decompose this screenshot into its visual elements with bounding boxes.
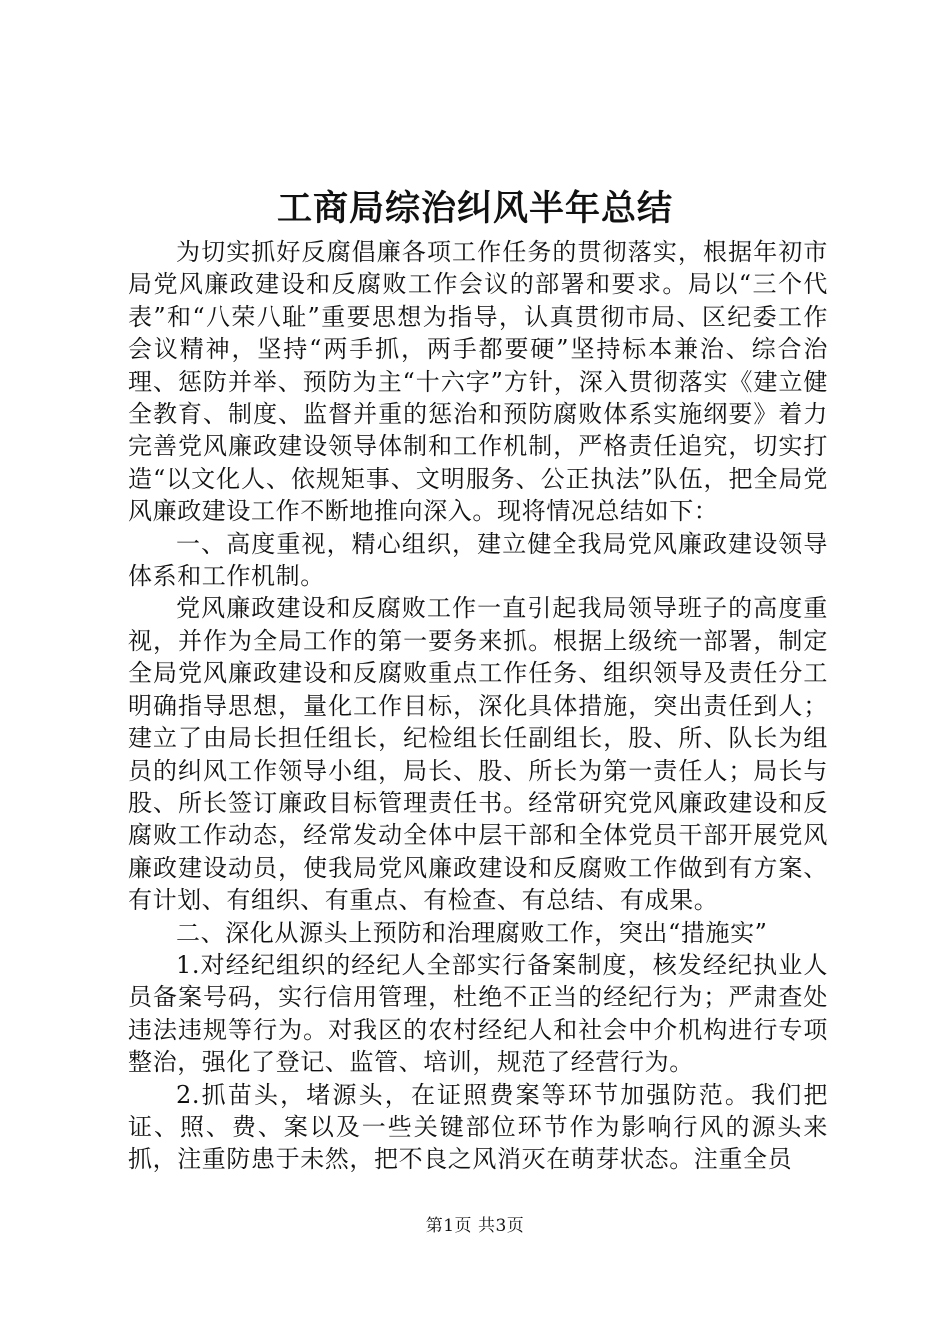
section-1-paragraph: 党风廉政建设和反腐败工作一直引起我局领导班子的高度重视，并作为全局工作的第一要务来抓。根据上级统一部署，制定全局党风廉政建设和反腐败重点工作任务、组织领导及责任分工明确指导思想，量化工作目标，深化具体措施，突出责任到人；建立了由局长担任组长，纪检组长任副组长，股、所、队长为组员的纠风工作领导小组，局长、股、所长为第一责任人；局长与股、所长签订廉政目标管理责任书。经常研究党风廉政建设和反腐败工作动态，经常发动全体中层干部和全体党员干部开展党风廉政建设动员，使我局党风廉政建设和反腐败工作做到有方案、有计划、有组织、有重点、有检查、有总结、有成果。 <box>128 594 828 915</box>
page-number: 第1页 共3页 <box>425 1216 525 1236</box>
document-title: 工商局综治纠风半年总结 <box>276 188 673 229</box>
section-heading-2: 二、深化从源头上预防和治理腐败工作，突出“措施实” <box>176 918 768 947</box>
section-heading-1: 一、高度重视，精心组织，建立健全我局党风廉政建设领导体系和工作机制。 <box>128 529 828 591</box>
document-body <box>128 236 828 1176</box>
item-1-paragraph: 1.对经纪组织的经纪人全部实行备案制度，核发经纪执业人员备案号码，实行信用管理，杜绝不正当的经纪行为；严肃查处违法违规等行为。对我区的农村经纪人和社会中介机构进行专项整治，强化了登记、监管、培训，规范了经营行为。 <box>128 950 828 1077</box>
intro-paragraph: 为切实抓好反腐倡廉各项工作任务的贯彻落实，根据年初市局党风廉政建设和反腐败工作会议的部署和要求。局以“三个代表”和“八荣八耻”重要思想为指导，认真贯彻市局、区纪委工作会议精神，坚持“两手抓，两手都要硬”坚持标本兼治、综合治理、惩防并举、预防为主“十六字”方针，深入贯彻落实《建立健全教育、制度、监督并重的惩治和预防腐败体系实施纲要》着力完善党风廉政建设领导体制和工作机制，严格责任追究，切实打造“以文化人、依规矩事、文明服务、公正执法”队伍，把全局党风廉政建设工作不断地推向深入。现将情况总结如下： <box>128 238 828 526</box>
item-2-paragraph: 2.抓苗头，堵源头，在证照费案等环节加强防范。我们把证、照、费、案以及一些关键部位环节作为影响行风的源头来抓，注重防患于未然，把不良之风消灭在萌芽状态。注重全员 <box>128 1080 828 1174</box>
